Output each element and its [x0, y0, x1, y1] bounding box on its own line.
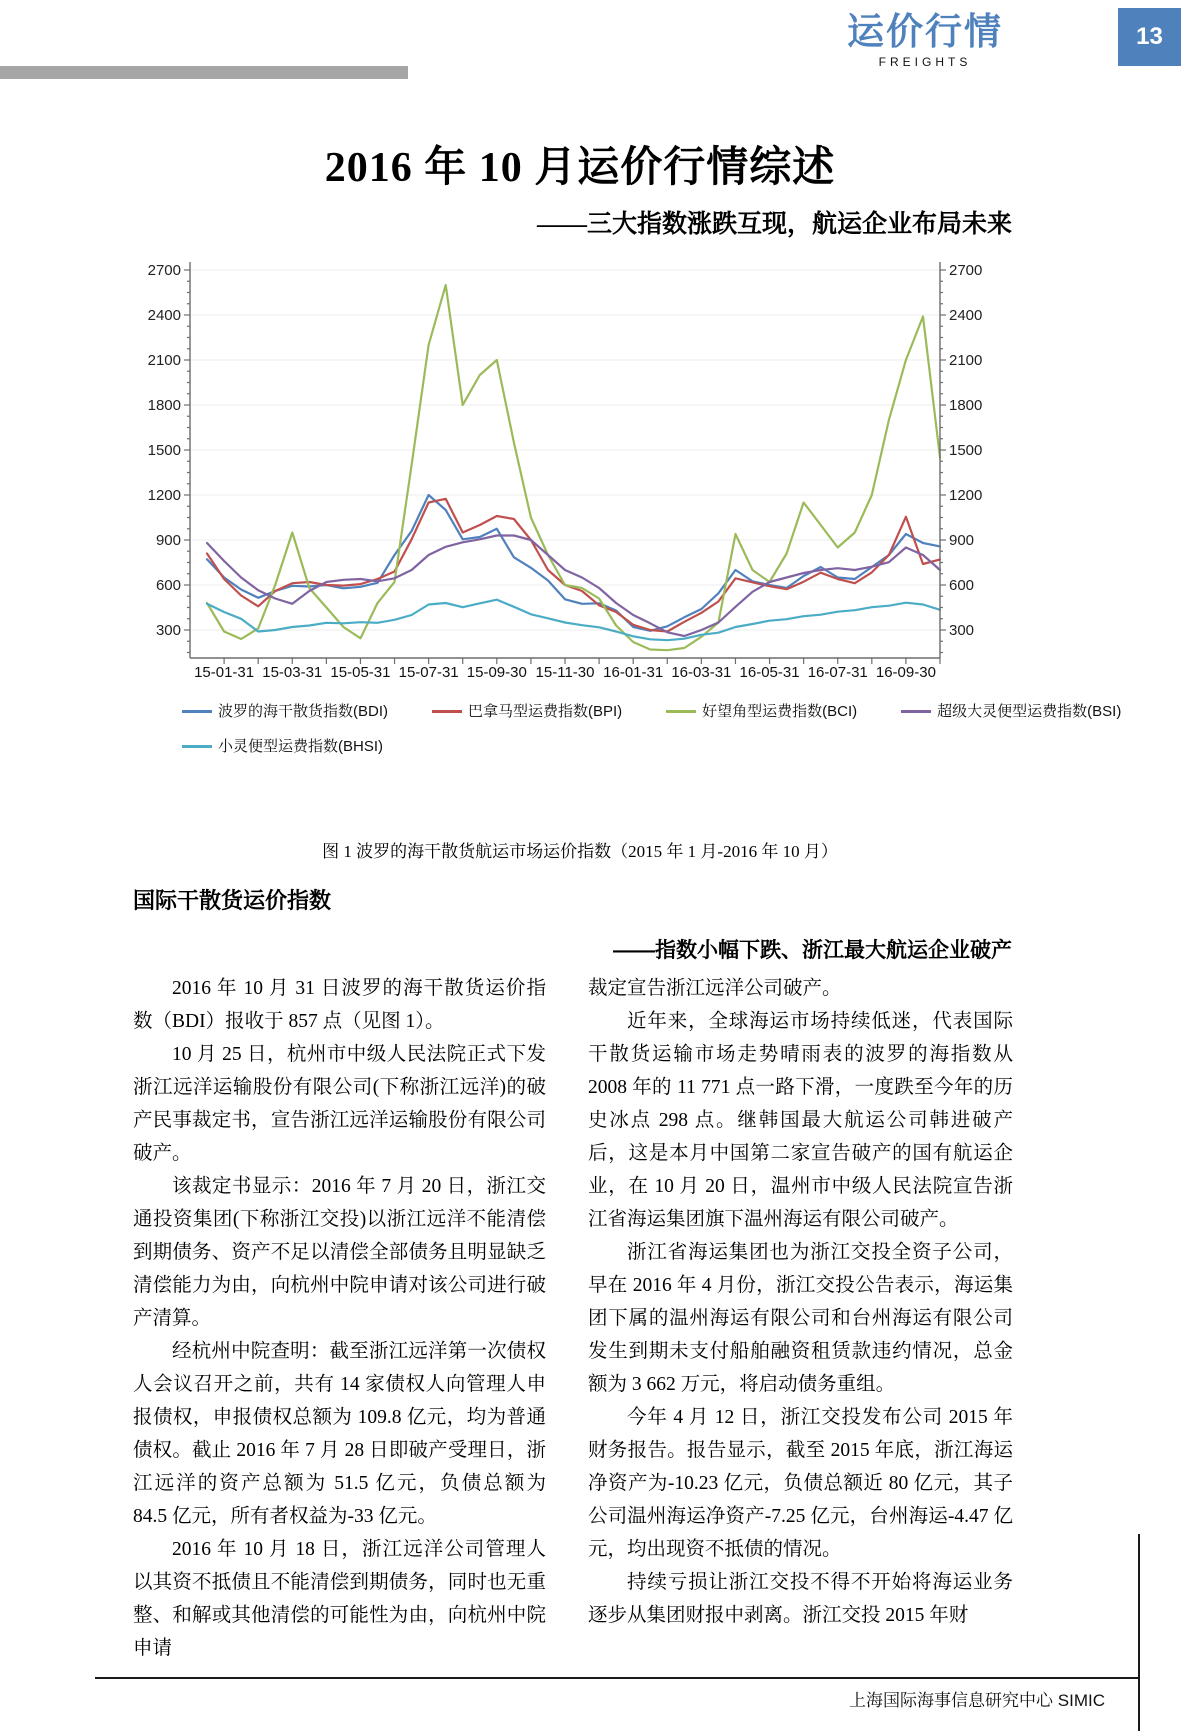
paragraph: 近年来，全球海运市场持续低迷，代表国际干散货运输市场走势晴雨表的波罗的海指数从 2008 年的 11 771 点一路下滑，一度跌至今年的历史冰点 298 点。继韩国最大航运公司韩进破产后，这是本月中国第二家宣告破产的国有航运企业，在 10 月 20 日，温州市中级人民法院宣告浙江省海运集团旗下温州海运有限公司破产。	[588, 1011, 1013, 1230]
body-column-left	[133, 972, 546, 1665]
legend-item-bpi	[432, 699, 622, 724]
svg-text:15-03-31: 15-03-31	[262, 664, 323, 680]
legend-line-bci-icon	[666, 710, 696, 713]
legend-row-2	[182, 734, 1018, 759]
svg-text:15-05-31: 15-05-31	[330, 664, 391, 680]
legend-line-bhsi-icon	[182, 745, 212, 748]
paragraph: 2016 年 10 月 31 日波罗的海干散货运价指数（BDI）报收于 857 点（见图 1）。	[133, 978, 546, 1032]
svg-text:600: 600	[155, 577, 181, 594]
legend-item-bhsi	[182, 734, 383, 759]
legend-label-bpi: 巴拿马型运费指数(BPI)	[468, 703, 623, 720]
svg-text:900: 900	[155, 532, 181, 549]
svg-text:1500: 1500	[147, 442, 181, 459]
svg-text:1500: 1500	[949, 442, 983, 459]
svg-text:1800: 1800	[147, 397, 181, 414]
svg-text:16-07-31: 16-07-31	[807, 664, 868, 680]
svg-text:16-01-31: 16-01-31	[603, 664, 664, 680]
svg-text:16-09-30: 16-09-30	[875, 664, 936, 680]
legend-line-bpi-icon	[432, 710, 462, 713]
header-title-en: FREIGHTS	[878, 55, 972, 69]
svg-text:2100: 2100	[949, 352, 983, 369]
section-heading: 国际干散货运价指数	[133, 888, 332, 913]
page-number-badge: 13	[1118, 8, 1181, 66]
svg-text:16-03-31: 16-03-31	[671, 664, 732, 680]
paragraph: 今年 4 月 12 日，浙江交投发布公司 2015 年财务报告。报告显示，截至 2015 年底，浙江海运净资产为-10.23 亿元，负债总额近 80 亿元，其子公司温州海运净资产-7.25 亿元，台州海运-4.47 亿元，均出现资不抵债的情况。	[588, 1407, 1013, 1560]
svg-text:2400: 2400	[949, 307, 983, 324]
legend-item-bdi	[182, 699, 388, 724]
freight-index-chart-block	[142, 256, 1122, 862]
footer-vertical-rule	[1138, 1534, 1140, 1731]
svg-text:15-09-30: 15-09-30	[466, 664, 527, 680]
figure-caption: 图 1 波罗的海干散货航运市场运价指数（2015 年 1 月-2016 年 10 月）	[322, 842, 838, 861]
legend-item-bci	[666, 699, 857, 724]
page-header	[846, 10, 1004, 70]
svg-text:16-05-31: 16-05-31	[739, 664, 800, 680]
freight-index-line-chart	[142, 256, 1018, 680]
body-column-right	[588, 972, 1013, 1632]
svg-text:2400: 2400	[147, 307, 181, 324]
svg-text:300: 300	[155, 622, 181, 639]
paragraph: 10 月 25 日，杭州市中级人民法院正式下发浙江远洋运输股份有限公司(下称浙江远洋)的破产民事裁定书，宣告浙江远洋运输股份有限公司破产。	[133, 1044, 546, 1164]
footer-rule	[95, 1677, 1140, 1679]
svg-text:15-01-31: 15-01-31	[194, 664, 255, 680]
section-subheading: ——指数小幅下跌、浙江最大航运企业破产	[613, 939, 1012, 962]
svg-text:15-07-31: 15-07-31	[398, 664, 459, 680]
legend-label-bhsi: 小灵便型运费指数(BHSI)	[218, 738, 384, 755]
svg-text:900: 900	[949, 532, 975, 549]
legend-label-bci: 好望角型运费指数(BCI)	[702, 703, 858, 720]
header-gray-bar	[0, 66, 408, 79]
svg-text:2700: 2700	[949, 262, 983, 279]
svg-text:1800: 1800	[949, 397, 983, 414]
chart-legend	[142, 699, 1122, 759]
legend-line-bsi-icon	[901, 710, 931, 713]
legend-line-bdi-icon	[182, 710, 212, 713]
paragraph: 浙江省海运集团也为浙江交投全资子公司，早在 2016 年 4 月份，浙江交投公告表示，海运集团下属的温州海运有限公司和台州海运有限公司发生到期未支付船舶融资租赁款违约情况，总金额为 3 662 万元，将启动债务重组。	[588, 1242, 1013, 1395]
paragraph: 裁定宣告浙江远洋公司破产。	[588, 978, 842, 999]
article-subtitle: ——三大指数涨跌互现，航运企业布局未来	[536, 211, 1012, 238]
svg-text:300: 300	[949, 622, 975, 639]
footer-text: 上海国际海事信息研究中心 SIMIC	[849, 1691, 1105, 1710]
svg-text:2700: 2700	[147, 262, 181, 279]
svg-text:600: 600	[949, 577, 975, 594]
svg-text:15-11-30: 15-11-30	[535, 664, 595, 680]
paragraph: 2016 年 10 月 18 日，浙江远洋公司管理人以其资不抵债且不能清偿到期债务，同时也无重整、和解或其他清偿的可能性为由，向杭州中院申请	[133, 1539, 546, 1659]
legend-label-bsi: 超级大灵便型运费指数(BSI)	[937, 703, 1122, 720]
header-title-cn: 运价行情	[847, 11, 1003, 52]
legend-label-bdi: 波罗的海干散货指数(BDI)	[218, 703, 388, 720]
paragraph: 持续亏损让浙江交投不得不开始将海运业务逐步从集团财报中剥离。浙江交投 2015 年财	[588, 1572, 1013, 1626]
paragraph: 该裁定书显示：2016 年 7 月 20 日，浙江交通投资集团(下称浙江交投)以浙江远洋不能清偿到期债务、资产不足以清偿全部债务且明显缺乏清偿能力为由，向杭州中院申请对该公司进行破产清算。	[133, 1176, 546, 1329]
legend-row-1	[182, 699, 1122, 724]
paragraph: 经杭州中院查明：截至浙江远洋第一次债权人会议召开之前，共有 14 家债权人向管理人申报债权，申报债权总额为 109.8 亿元，均为普通债权。截止 2016 年 7 月 28 日即破产受理日，浙江远洋的资产总额为 51.5 亿元，负债总额为 84.5 亿元，所有者权益为-33 亿元。	[133, 1341, 546, 1527]
svg-text:2100: 2100	[147, 352, 181, 369]
article-title: 2016 年 10 月运价行情综述	[324, 145, 836, 191]
legend-item-bsi	[901, 699, 1121, 724]
svg-text:1200: 1200	[949, 487, 983, 504]
svg-text:1200: 1200	[147, 487, 181, 504]
